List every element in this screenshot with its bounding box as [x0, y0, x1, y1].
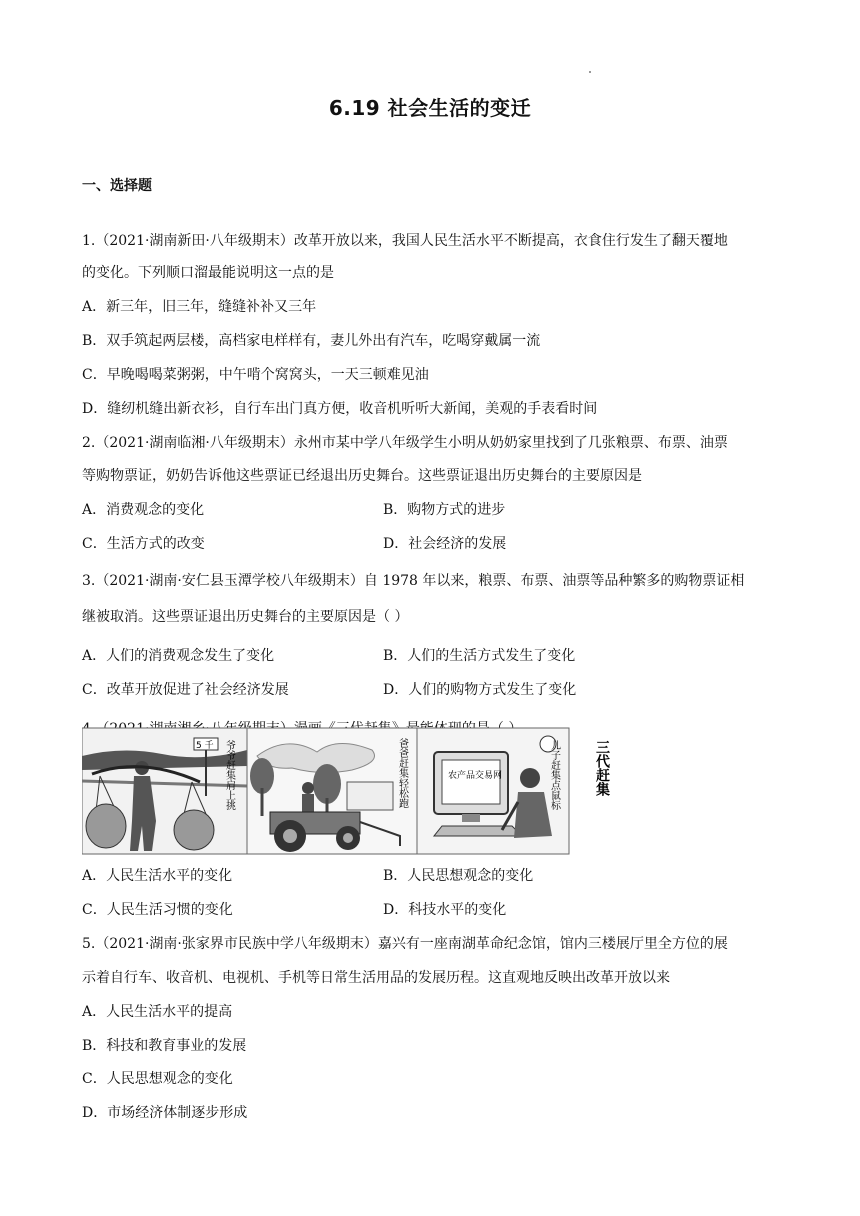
q5-option-b: B．科技和教育事业的发展 [82, 1038, 247, 1054]
q5-stem-line1: 5.（2021·湖南·张家界市民族中学八年级期末）嘉兴有一座南湖革命纪念馆，馆内三楼展厅里全方位的展 [82, 936, 728, 952]
comic-side-title: 三代赶集 [594, 740, 610, 796]
q1-option-c: C．早晚喝喝菜粥粥，中午啃个窝窝头，一天三顿难见油 [82, 367, 429, 383]
q5-stem-line2: 示着自行车、收音机、电视机、手机等日常生活用品的发展历程。这直观地反映出改革开放以来 [82, 970, 670, 986]
q5-option-c: C．人民思想观念的变化 [82, 1071, 233, 1087]
q3-option-c: C．改革开放促进了社会经济发展 [82, 682, 289, 698]
q3-option-b: B．人们的生活方式发生了变化 [383, 648, 576, 664]
q2-option-a: A．消费观念的变化 [82, 502, 205, 518]
q2-stem-line1: 2.（2021·湖南临湘·八年级期末）永州市某中学八年级学生小明从奶奶家里找到了几张粮票、布票、油票 [82, 435, 728, 451]
q2-option-d: D．社会经济的发展 [383, 536, 507, 552]
q3-option-d: D．人们的购物方式发生了变化 [383, 682, 577, 698]
q3-option-a: A．人们的消费观念发生了变化 [82, 648, 275, 664]
comic-panel-son [417, 728, 569, 854]
comic-sign-text: 5 千 [196, 741, 214, 751]
q3-stem-line2: 继被取消。这些票证退出历史舞台的主要原因是（ ） [82, 609, 409, 625]
scan-dot [589, 71, 591, 73]
comic-panel-father [247, 728, 417, 854]
q4-option-c: C．人民生活习惯的变化 [82, 902, 233, 918]
q4-option-d: D．科技水平的变化 [383, 902, 507, 918]
q2-option-b: B．购物方式的进步 [383, 502, 506, 518]
q4-option-b: B．人民思想观念的变化 [383, 868, 534, 884]
comic-caption-grandfather: 爷爷赶集肩上挑 [223, 740, 235, 810]
q2-stem-line2: 等购物票证，奶奶告诉他这些票证已经退出历史舞台。这些票证退出历史舞台的主要原因是 [82, 468, 642, 484]
q1-option-a: A．新三年，旧三年，缝缝补补又三年 [82, 299, 317, 315]
q1-stem-line2: 的变化。下列顺口溜最能说明这一点的是 [82, 265, 334, 281]
q5-option-d: D．市场经济体制逐步形成 [82, 1105, 248, 1121]
q3-stem-line1: 3.（2021·湖南·安仁县玉潭学校八年级期末）自 1978 年以来，粮票、布票、油票等品种繁多的购物票证相 [82, 573, 745, 589]
q2-option-c: C．生活方式的改变 [82, 536, 205, 552]
comic-caption-father: 爸爸赶集轻松跑 [396, 738, 408, 808]
comic-caption-son: 儿子赶集点鼠标 [548, 740, 560, 810]
comic-panel-grandfather [82, 728, 247, 854]
page-title: 6.19 社会生活的变迁 [328, 96, 532, 120]
q1-stem-line1: 1.（2021·湖南新田·八年级期末）改革开放以来，我国人民生活水平不断提高，衣食住行发生了翻天覆地 [82, 233, 728, 249]
q4-option-a: A．人民生活水平的变化 [82, 868, 233, 884]
q5-option-a: A．人民生活水平的提高 [82, 1004, 233, 1020]
three-generations-comic [82, 726, 616, 856]
q1-option-d: D．缝纫机缝出新衣衫，自行车出门真方便，收音机听听大新闻，美观的手表看时间 [82, 401, 598, 417]
comic-screen-text: 农产品交易网 [448, 771, 503, 781]
section-heading: 一、选择题 [82, 178, 152, 194]
q1-option-b: B．双手筑起两层楼，高档家电样样有，妻儿外出有汽车，吃喝穿戴属一流 [82, 333, 541, 349]
